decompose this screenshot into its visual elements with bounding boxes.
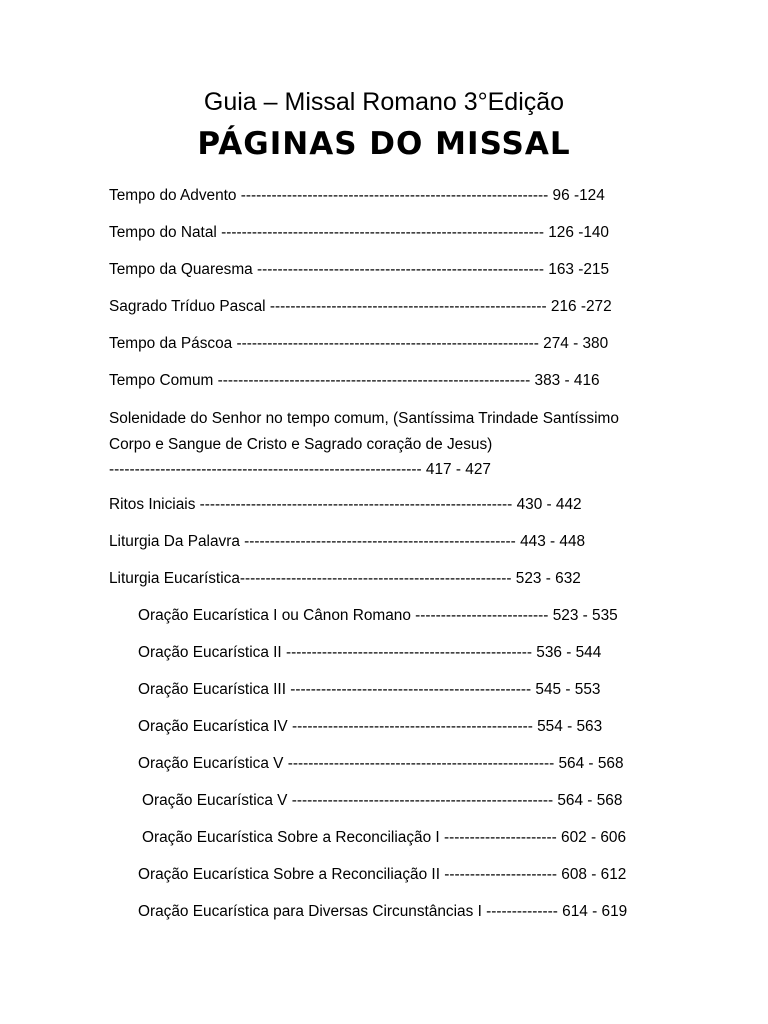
toc-entry-solenidade — [109, 406, 619, 483]
toc-sub-entry: Oração Eucarística I ou Cânon Romano -------------------------- 523 - 535 — [138, 607, 618, 624]
toc-sub-entry: Oração Eucarística V --------------------------------------------------- 564 - 568 — [142, 792, 623, 809]
toc-entry: Liturgia Da Palavra ----------------------------------------------------- 443 - 448 — [109, 533, 586, 550]
toc-sub-entry: Oração Eucarística Sobre a Reconciliação I ---------------------- 602 - 606 — [142, 829, 627, 846]
toc-entry-line: Solenidade do Senhor no tempo comum, (Santíssima Trindade Santíssimo — [109, 410, 619, 427]
toc-entry: Tempo Comum ------------------------------------------------------------- 383 - 416 — [109, 372, 600, 389]
toc-entry-line: ------------------------------------------------------------- 417 - 427 — [109, 461, 491, 478]
toc-sub-entry: Oração Eucarística V ---------------------------------------------------- 564 - 568 — [138, 755, 624, 772]
toc-entry-line: Corpo e Sangue de Cristo e Sagrado coração de Jesus) — [109, 435, 493, 453]
toc-entry: Tempo do Advento ------------------------------------------------------------ 96 -124 — [109, 187, 605, 204]
toc-entry: Tempo da Quaresma -------------------------------------------------------- 163 -215 — [109, 261, 610, 278]
toc-sub-entry: Oração Eucarística Sobre a Reconciliação II ---------------------- 608 - 612 — [138, 866, 627, 883]
toc-entry: Tempo do Natal --------------------------------------------------------------- 126 -140 — [109, 224, 609, 241]
toc-sub-entry: Oração Eucarística II ------------------------------------------------ 536 - 544 — [138, 644, 602, 661]
toc-entry: Liturgia Eucarística----------------------------------------------------- 523 - 632 — [109, 570, 581, 587]
toc-sub-entry: Oração Eucarística III ----------------------------------------------- 545 - 553 — [138, 681, 601, 698]
document-title: PÁGINAS DO MISSAL — [197, 126, 571, 162]
toc-sub-entry: Oração Eucarística IV ----------------------------------------------- 554 - 563 — [138, 718, 603, 735]
toc-sub-entry: Oração Eucarística para Diversas Circunstâncias I -------------- 614 - 619 — [138, 903, 628, 920]
toc-entry: Sagrado Tríduo Pascal ------------------------------------------------------ 216 -272 — [109, 298, 612, 315]
document-subtitle: Guia – Missal Romano 3°Edição — [203, 88, 565, 116]
toc-entry: Ritos Iniciais ------------------------------------------------------------- 430 - 442 — [109, 496, 582, 513]
toc-entry: Tempo da Páscoa ----------------------------------------------------------- 274 - 380 — [109, 335, 609, 352]
